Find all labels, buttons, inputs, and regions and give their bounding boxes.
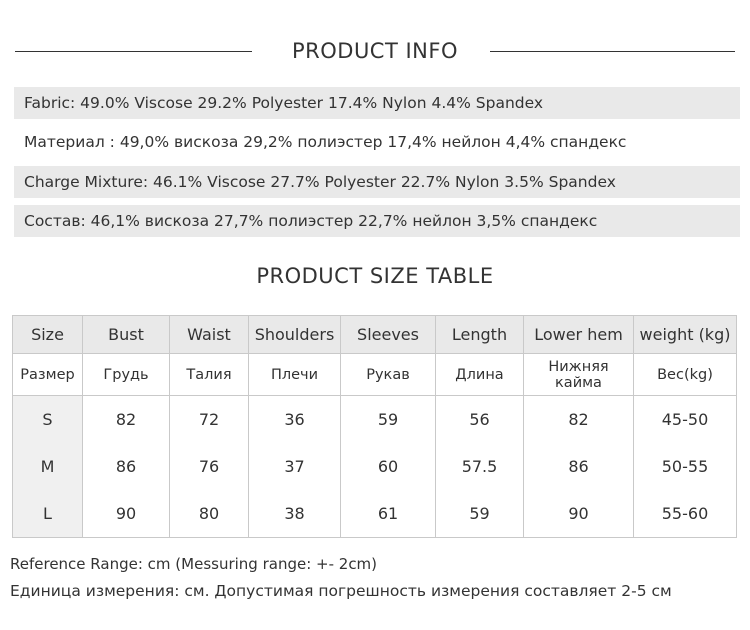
lower-hem-cell: 90 xyxy=(524,490,634,538)
shoulders-cell: 36 xyxy=(249,396,341,444)
waist-cell: 72 xyxy=(170,396,249,444)
table-row-s xyxy=(13,396,737,444)
header-waist-ru: Талия xyxy=(170,354,249,396)
size-table-header-en xyxy=(13,316,737,354)
size-cell: M xyxy=(13,443,83,490)
length-cell: 56 xyxy=(436,396,524,444)
header-sleeves-ru: Рукав xyxy=(341,354,436,396)
header-sleeves: Sleeves xyxy=(341,316,436,354)
header-shoulders-ru: Плечи xyxy=(249,354,341,396)
size-cell: L xyxy=(13,490,83,538)
fabric-row: Fabric: 49.0% Viscose 29.2% Polyester 17.4% Nylon 4.4% Spandex xyxy=(14,87,740,119)
header-waist: Waist xyxy=(170,316,249,354)
weight-cell: 45-50 xyxy=(634,396,737,444)
waist-cell: 76 xyxy=(170,443,249,490)
header-weight-ru: Вес(kg) xyxy=(634,354,737,396)
reference-note-ru: Единица измерения: см. Допустимая погрешность измерения составляет 2-5 см xyxy=(10,582,672,600)
composition-ru-row: Состав: 46,1% вискоза 27,7% полиэстер 22,7% нейлон 3,5% спандекс xyxy=(14,205,740,237)
title-divider-right xyxy=(490,51,735,52)
header-lower-hem: Lower hem xyxy=(524,316,634,354)
header-length: Length xyxy=(436,316,524,354)
size-table xyxy=(12,315,737,538)
header-weight: weight (kg) xyxy=(634,316,737,354)
material-ru-row: Материал : 49,0% вискоза 29,2% полиэстер 17,4% нейлон 4,4% спандекс xyxy=(14,126,740,158)
sleeves-cell: 59 xyxy=(341,396,436,444)
lower-hem-cell: 86 xyxy=(524,443,634,490)
product-info-title: PRODUCT INFO xyxy=(291,39,458,63)
shoulders-cell: 38 xyxy=(249,490,341,538)
header-bust: Bust xyxy=(83,316,170,354)
reference-note-en: Reference Range: cm (Messuring range: +- 2cm) xyxy=(10,555,378,573)
weight-cell: 55-60 xyxy=(634,490,737,538)
table-row-l xyxy=(13,490,737,538)
lower-hem-cell: 82 xyxy=(524,396,634,444)
header-shoulders: Shoulders xyxy=(249,316,341,354)
size-table-header-ru xyxy=(13,354,737,396)
header-bust-ru: Грудь xyxy=(83,354,170,396)
header-size-ru: Размер xyxy=(13,354,83,396)
length-cell: 59 xyxy=(436,490,524,538)
charge-mixture-row: Charge Mixture: 46.1% Viscose 27.7% Polyester 22.7% Nylon 3.5% Spandex xyxy=(14,166,740,198)
header-lower-hem-ru: Нижняя кайма xyxy=(524,354,634,396)
bust-cell: 86 xyxy=(83,443,170,490)
table-row-m xyxy=(13,443,737,490)
header-length-ru: Длина xyxy=(436,354,524,396)
bust-cell: 90 xyxy=(83,490,170,538)
sleeves-cell: 60 xyxy=(341,443,436,490)
waist-cell: 80 xyxy=(170,490,249,538)
shoulders-cell: 37 xyxy=(249,443,341,490)
size-table-title: PRODUCT SIZE TABLE xyxy=(256,264,494,288)
size-cell: S xyxy=(13,396,83,444)
length-cell: 57.5 xyxy=(436,443,524,490)
weight-cell: 50-55 xyxy=(634,443,737,490)
header-size: Size xyxy=(13,316,83,354)
sleeves-cell: 61 xyxy=(341,490,436,538)
bust-cell: 82 xyxy=(83,396,170,444)
